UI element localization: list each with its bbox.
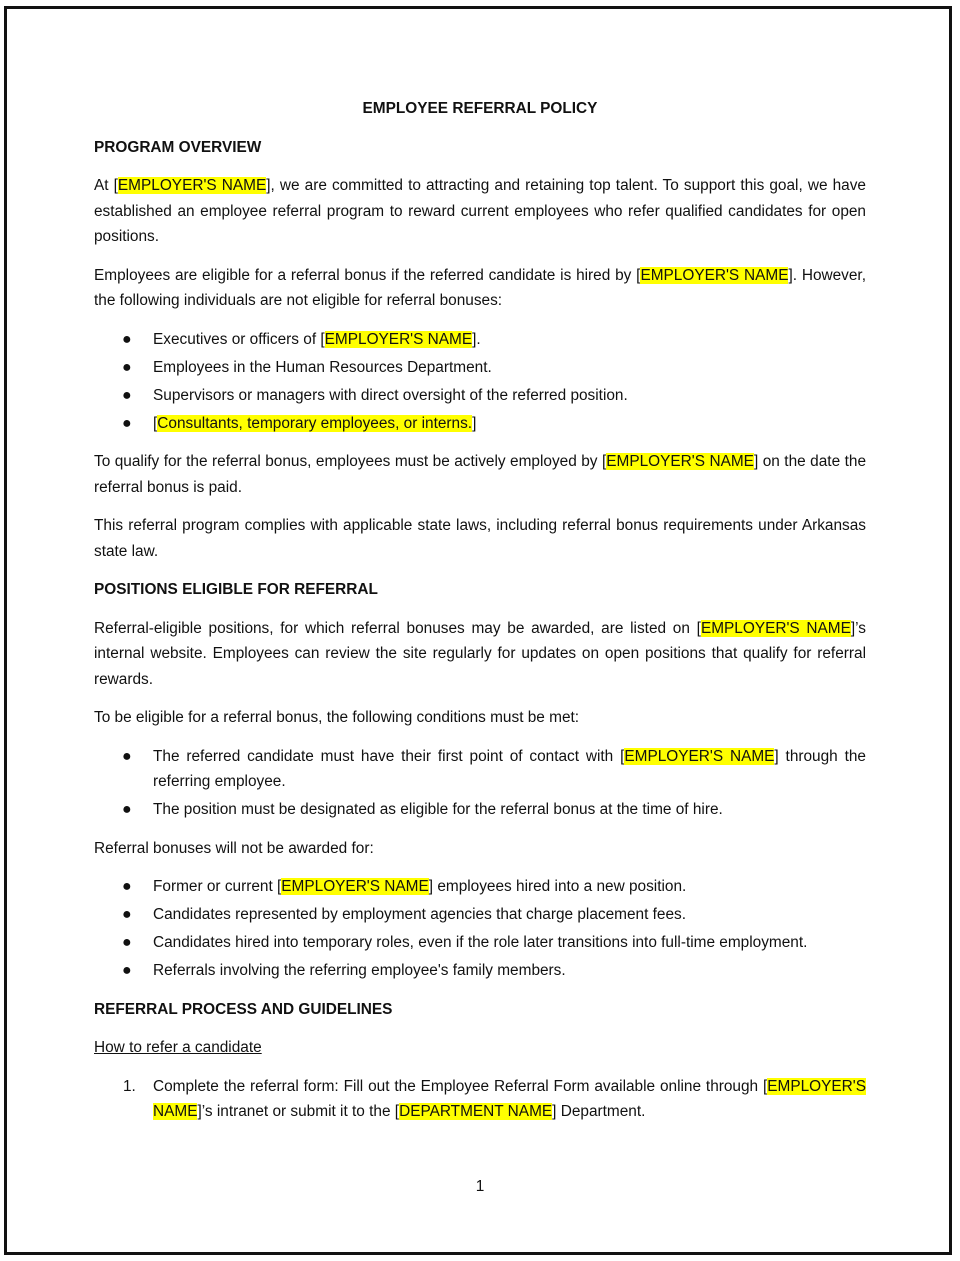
- placeholder-employer-name: EMPLOYER'S NAME: [606, 453, 754, 470]
- placeholder-employer-name: EMPLOYER'S NAME: [624, 747, 775, 765]
- heading-positions-eligible: POSITIONS ELIGIBLE FOR REFERRAL: [94, 581, 378, 598]
- list-item: ● The position must be designated as eligible for the referral bonus at the time of hire.: [94, 797, 866, 823]
- list-item: ● The referred candidate must have their first point of contact with [EMPLOYER'S NAME] through the referring employee.: [94, 744, 866, 795]
- bullet-icon: ●: [122, 414, 132, 432]
- page-number: 1: [475, 1178, 485, 1195]
- list-item: ● Candidates represented by employment agencies that charge placement fees.: [94, 902, 866, 928]
- bullet-icon: ●: [122, 747, 132, 765]
- subheading-how-to-refer: How to refer a candidate: [94, 1039, 262, 1056]
- list-item: ● Executives or officers of [EMPLOYER'S NAME].: [94, 327, 866, 353]
- placeholder-employer-name: EMPLOYER'S NAME: [324, 330, 473, 348]
- list-item: ● Supervisors or managers with direct oversight of the referred position.: [94, 383, 866, 409]
- placeholder-employer-name: EMPLOYER'S NAME: [117, 177, 267, 194]
- list-item: ● [Consultants, temporary employees, or interns.]: [94, 411, 866, 437]
- bullet-icon: ●: [122, 386, 132, 404]
- heading-program-overview: PROGRAM OVERVIEW: [94, 138, 262, 156]
- exclusions-list: [94, 874, 866, 984]
- list-item: ● Employees in the Human Resources Department.: [94, 355, 866, 381]
- placeholder-employer-name: EMPLOYER'S NAME: [700, 619, 851, 637]
- step-number: 1.: [123, 1077, 136, 1095]
- placeholder-employer-name: EMPLOYER'S NAME: [640, 266, 789, 284]
- bullet-icon: ●: [122, 330, 132, 348]
- bullet-icon: ●: [122, 358, 132, 376]
- document-title: EMPLOYEE REFERRAL POLICY: [362, 100, 598, 117]
- document-body: [94, 96, 866, 1138]
- placeholder-employer-name: EMPLOYER'S NAME: [281, 878, 429, 895]
- list-item: ● Referrals involving the referring employee's family members.: [94, 958, 866, 984]
- paragraph-overview-1: At [EMPLOYER'S NAME], we are committed to attracting and retaining top talent. To support this goal, we have established an employee referral program to reward current employees who refer qualified candidates for open positions.: [94, 177, 866, 245]
- paragraph-overview-4: This referral program complies with applicable state laws, including referral bonus requirements under Arkansas state law.: [94, 517, 866, 560]
- conditions-list: [94, 744, 866, 823]
- steps-list: [94, 1074, 866, 1125]
- paragraph-overview-2: Employees are eligible for a referral bonus if the referred candidate is hired by [EMPLOYER'S NAME]. However, the following individuals are not eligible for referral bonuses:: [94, 266, 866, 309]
- paragraph-overview-3: To qualify for the referral bonus, employees must be actively employed by [EMPLOYER'S NAME] on the date the referral bonus is paid.: [94, 453, 866, 496]
- paragraph-positions-3: Referral bonuses will not be awarded for:: [94, 839, 374, 857]
- paragraph-positions-2: To be eligible for a referral bonus, the following conditions must be met:: [94, 709, 580, 726]
- bullet-icon: ●: [122, 878, 132, 895]
- placeholder-consultants: Consultants, temporary employees, or interns.: [157, 414, 473, 432]
- bullet-icon: ●: [122, 906, 132, 923]
- paragraph-positions-1: Referral-eligible positions, for which referral bonuses may be awarded, are listed on [EMPLOYER'S NAME]’s internal website. Employees can review the site regularly for updates on open positions that qualify for referral rewards.: [94, 619, 866, 688]
- ineligible-list: [94, 327, 866, 437]
- bullet-icon: ●: [122, 934, 132, 951]
- placeholder-employer-name: EMPLOYER'S NAME: [153, 1077, 866, 1120]
- list-item: ● Former or current [EMPLOYER'S NAME] employees hired into a new position.: [94, 874, 866, 900]
- list-item: 1. Complete the referral form: Fill out the Employee Referral Form available online through [EMPLOYER'S NAME]’s intranet or submit it to the [DEPARTMENT NAME] Department.: [94, 1074, 866, 1125]
- placeholder-department-name: DEPARTMENT NAME: [399, 1103, 553, 1120]
- bullet-icon: ●: [122, 962, 132, 979]
- heading-referral-process: REFERRAL PROCESS AND GUIDELINES: [94, 1000, 393, 1018]
- list-item: ● Candidates hired into temporary roles, even if the role later transitions into full-time employment.: [94, 930, 866, 956]
- bullet-icon: ●: [122, 801, 132, 818]
